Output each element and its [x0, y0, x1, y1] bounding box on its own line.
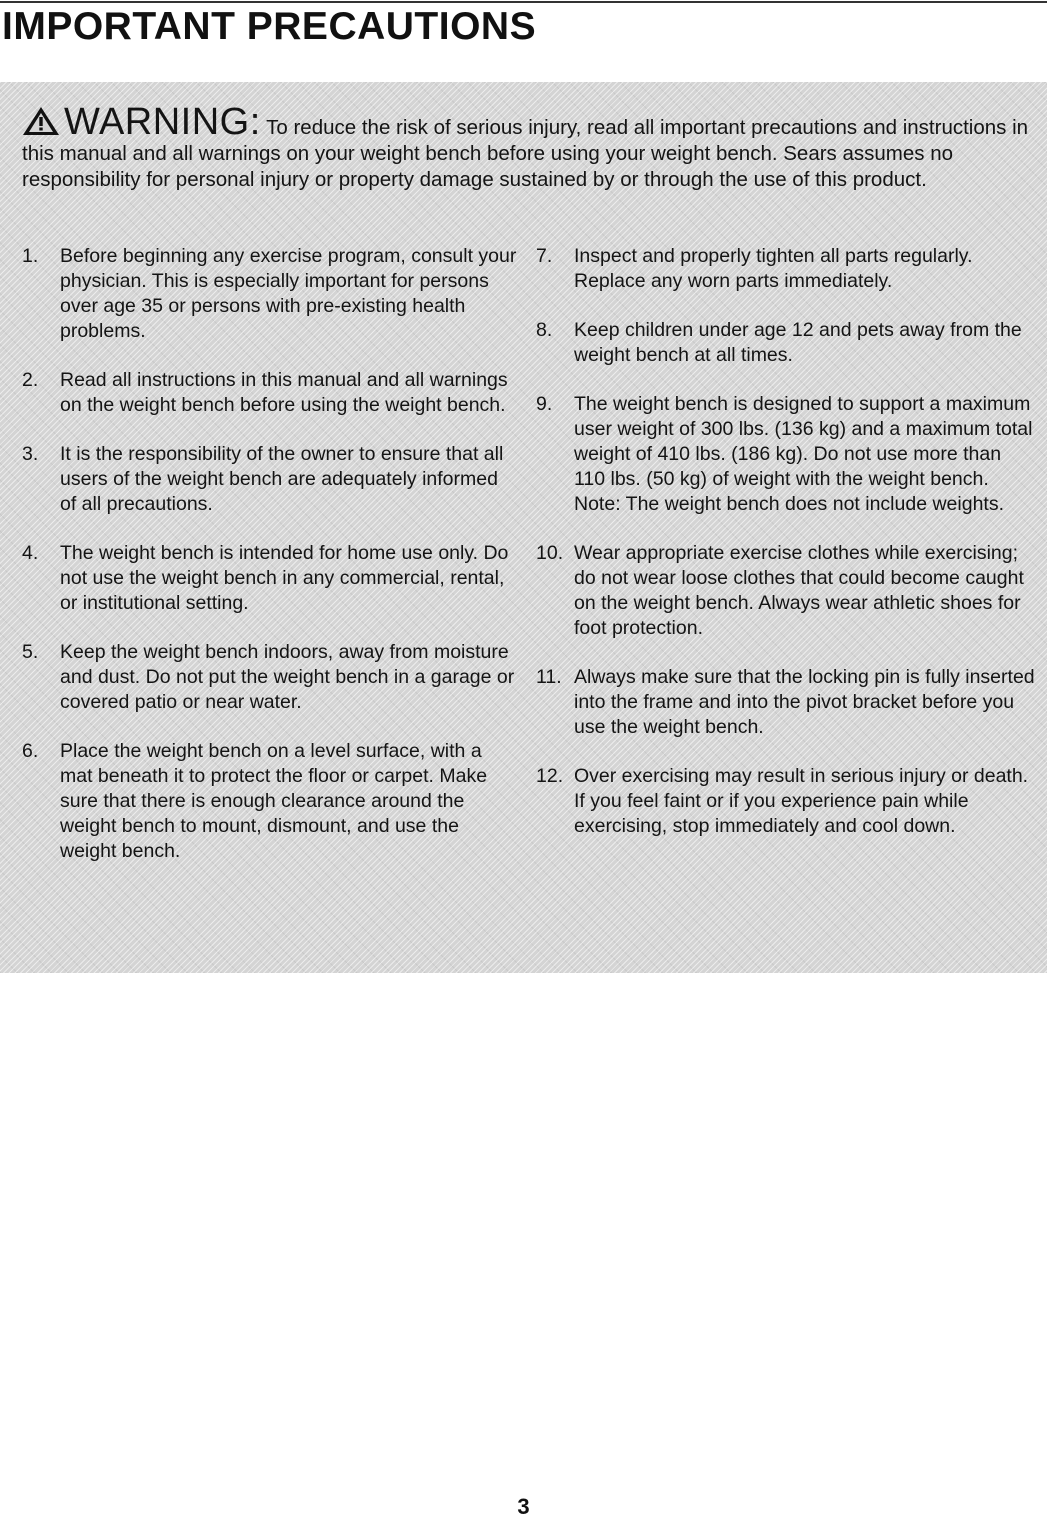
precautions-left-column — [22, 244, 517, 888]
item-text: Before beginning any exercise program, consult your physician. This is especially important for persons over age 35 or persons with pre-existing health problems. — [60, 245, 517, 342]
page-title: IMPORTANT PRECAUTIONS — [2, 5, 537, 48]
item-text: The weight bench is intended for home use only. Do not use the weight bench in any commercial, rental, or institutional setting. — [60, 542, 509, 614]
item-number: 10. — [536, 542, 564, 564]
item-text: Inspect and properly tighten all parts regularly. Replace any worn parts immediately. — [574, 245, 973, 292]
item-number: 9. — [536, 393, 553, 415]
precaution-item — [536, 318, 1036, 368]
item-number: 11. — [536, 666, 562, 688]
item-text: Wear appropriate exercise clothes while exercising; do not wear loose clothes that could become caught on the weight bench. Always wear athletic shoes for foot protection. — [574, 542, 1024, 639]
item-number: 1. — [22, 245, 39, 267]
precautions-right-column — [536, 244, 1036, 863]
item-text: Always make sure that the locking pin is fully inserted into the frame and into the pivot bracket before you use the weight bench. — [574, 666, 1035, 738]
item-number: 2. — [22, 369, 39, 391]
item-text: The weight bench is designed to support a maximum user weight of 300 lbs. (136 kg) and a maximum total weight of 410 lbs. (186 kg). Do not use more than 110 lbs. (50 kg) of weight with the weight bench. Note: The weight bench does not include weights. — [574, 393, 1033, 515]
warning-triangle-icon — [22, 106, 60, 136]
item-number: 12. — [536, 765, 564, 787]
item-number: 6. — [22, 740, 39, 762]
precaution-item — [22, 739, 517, 864]
item-text: It is the responsibility of the owner to ensure that all users of the weight bench are adequately informed of all precautions. — [60, 443, 504, 515]
page-number: 3 — [517, 1494, 530, 1519]
precaution-item — [536, 392, 1036, 517]
item-number: 4. — [22, 542, 39, 564]
item-text: Read all instructions in this manual and all warnings on the weight bench before using the weight bench. — [60, 369, 508, 416]
precaution-item — [536, 244, 1036, 294]
item-text: Keep the weight bench indoors, away from moisture and dust. Do not put the weight bench in a garage or covered patio or near water. — [60, 641, 515, 713]
warning-label: WARNING: — [64, 101, 261, 143]
item-number: 5. — [22, 641, 39, 663]
precaution-item — [22, 244, 517, 344]
precaution-item — [536, 764, 1036, 839]
precaution-item — [22, 640, 517, 715]
top-rule — [0, 1, 1047, 3]
item-text: Place the weight bench on a level surface, with a mat beneath it to protect the floor or carpet. Make sure that there is enough clearance around the weight bench to mount, dismount, and use the weight bench. — [60, 740, 488, 862]
precaution-item — [22, 368, 517, 418]
precaution-item — [22, 442, 517, 517]
warning-body: To reduce the risk of serious injury, read all important precautions and instructions in this manual and all warnings on your weight bench before using your weight bench. Sears assumes no responsibility for personal injury or property damage sustained by or through the use of this product. — [22, 116, 1029, 191]
item-number: 3. — [22, 443, 39, 465]
precaution-item — [536, 665, 1036, 740]
item-text: Over exercising may result in serious injury or death. If you feel faint or if you experience pain while exercising, stop immediately and cool down. — [574, 765, 1029, 837]
precaution-item — [22, 541, 517, 616]
item-number: 8. — [536, 319, 553, 341]
item-number: 7. — [536, 245, 553, 267]
item-text: Keep children under age 12 and pets away from the weight bench at all times. — [574, 319, 1022, 366]
precaution-item — [536, 541, 1036, 641]
warning-paragraph — [22, 101, 1032, 193]
warning-panel — [0, 82, 1047, 973]
